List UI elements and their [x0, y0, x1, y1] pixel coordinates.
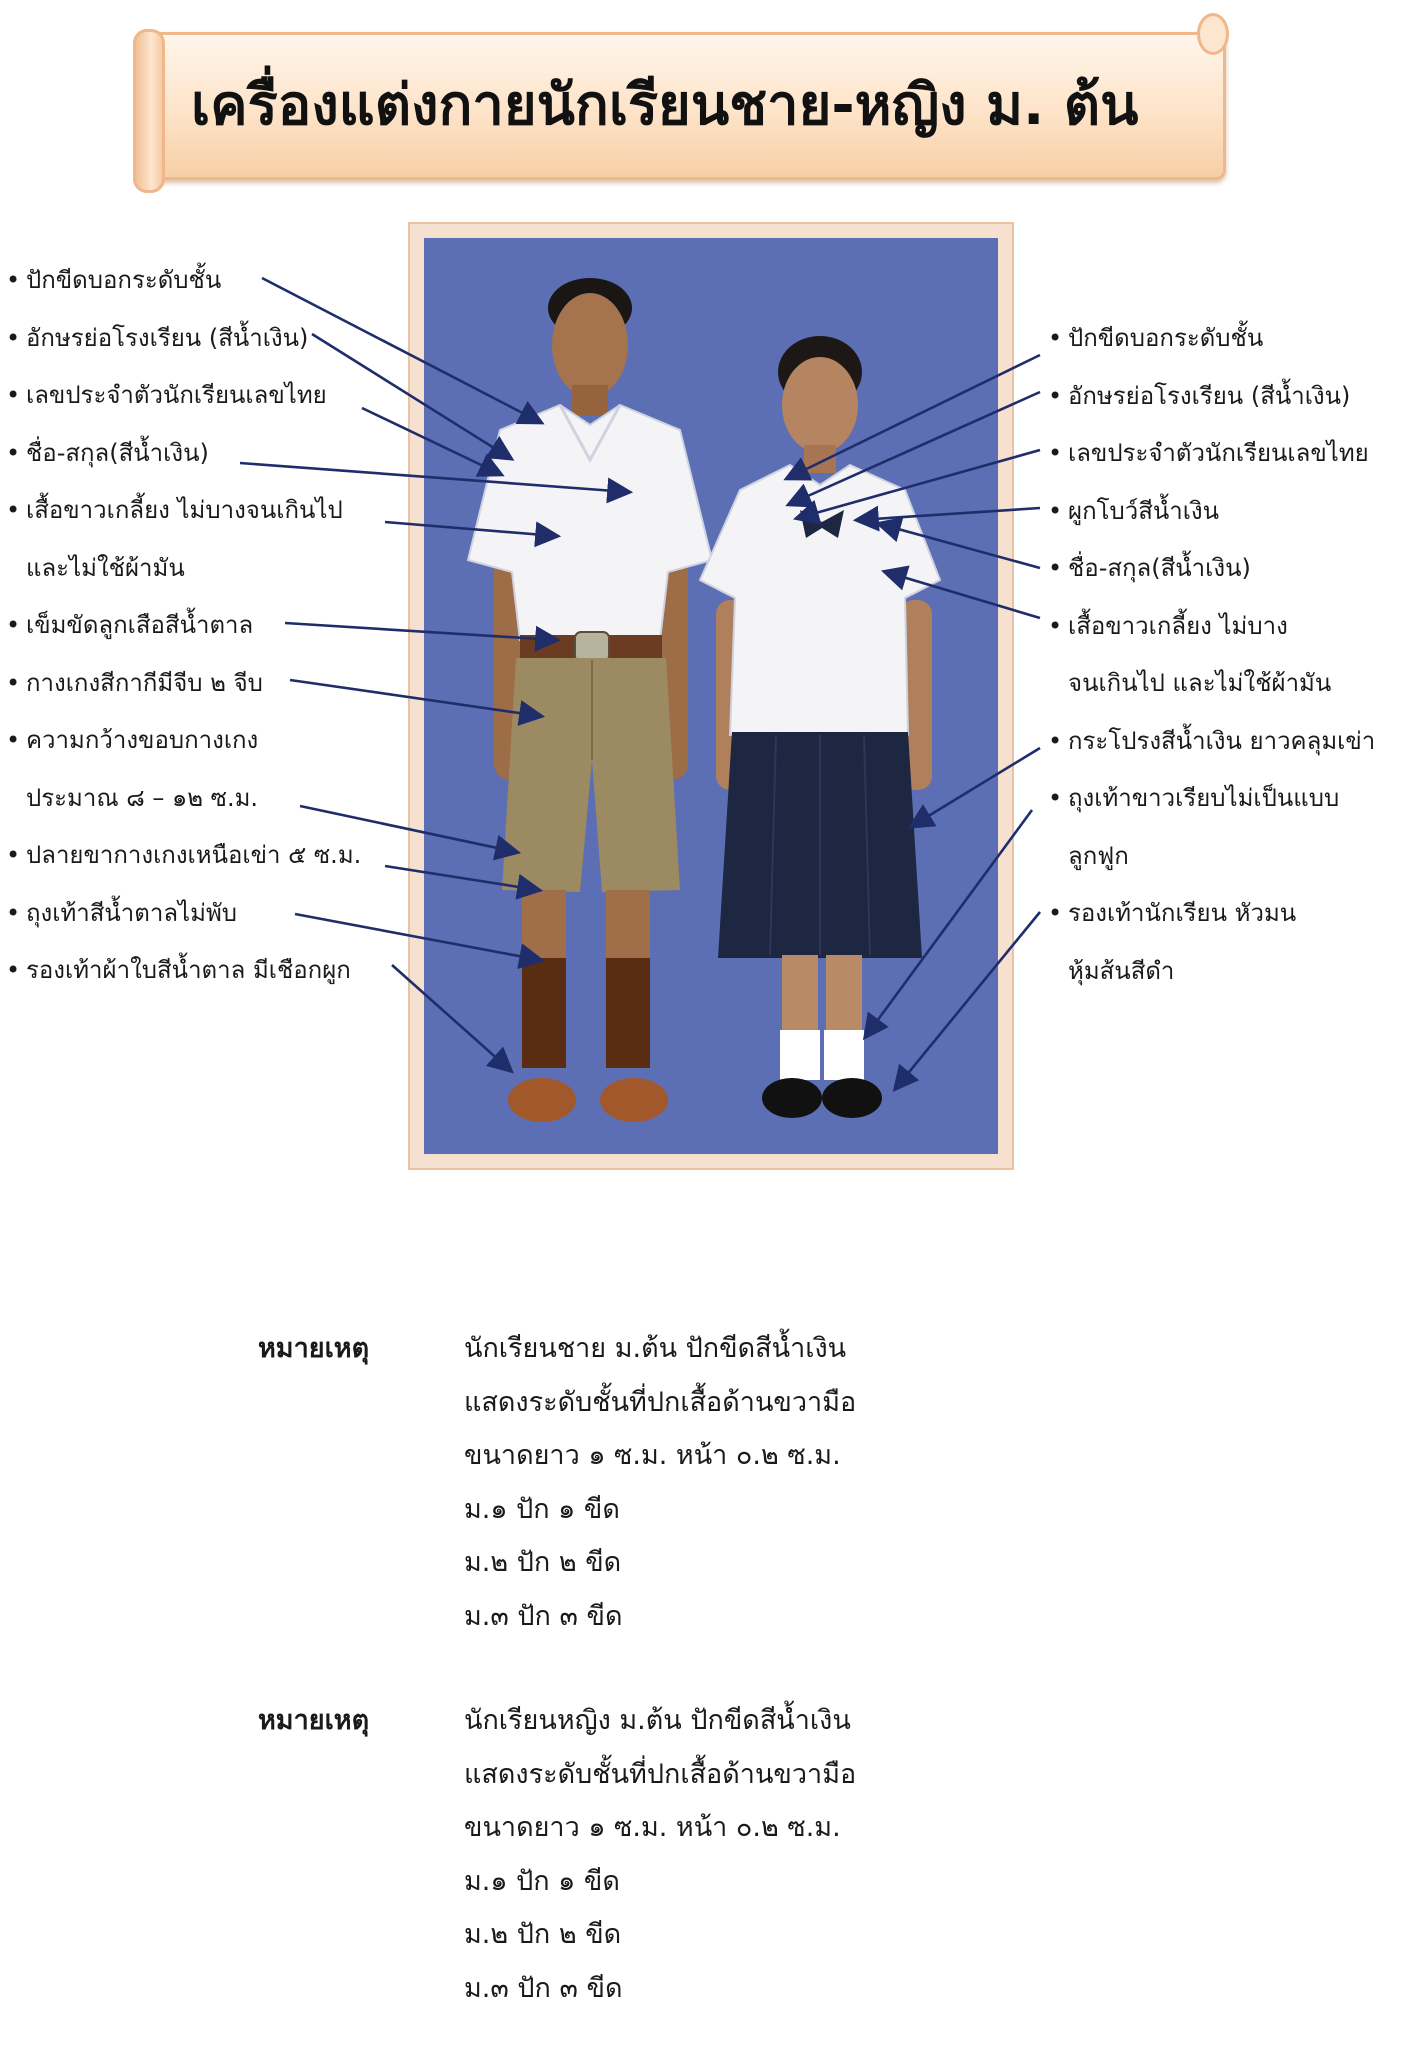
label-item [6, 252, 361, 310]
label-item [1048, 540, 1375, 598]
label-item [6, 425, 361, 483]
label-item-continued [1048, 655, 1375, 713]
bullet: • [1048, 324, 1063, 352]
label-text: เลขประจำตัวนักเรียนเลขไทย [26, 381, 327, 409]
label-text: เสื้อขาวเกลี้ยง ไม่บาง [1068, 611, 1288, 640]
label-text: ปลายขากางเกงเหนือเข่า ๕ ซ.ม. [26, 841, 362, 869]
note-line: ม.๓ ปัก ๓ ขีด [464, 1600, 623, 1632]
label-text: เลขประจำตัวนักเรียนเลขไทย [1068, 439, 1369, 467]
label-text: รองเท้านักเรียน หัวมน [1068, 899, 1297, 927]
boy-figure [468, 278, 712, 1122]
note-line: ม.๑ ปัก ๑ ขีด [464, 1493, 620, 1525]
bullet: • [6, 726, 21, 754]
bullet: • [1048, 726, 1063, 755]
bullet: • [1048, 899, 1063, 927]
bullet: • [1048, 611, 1063, 640]
label-item [6, 597, 361, 655]
label-item-continued [6, 770, 361, 828]
note-label: หมายเหตุ [258, 1333, 370, 1364]
label-item [6, 942, 361, 1000]
label-text: ชื่อ-สกุล(สีน้ำเงิน) [26, 438, 209, 467]
label-item [6, 367, 361, 425]
label-text: ถุงเท้าขาวเรียบไม่เป็นแบบ [1068, 784, 1340, 812]
note-lines [464, 1694, 856, 2015]
label-text: ปักขีดบอกระดับชั้น [26, 266, 222, 294]
bullet: • [6, 956, 21, 984]
label-item [6, 712, 361, 770]
note-lines [464, 1322, 856, 1643]
label-item [6, 655, 361, 713]
note-line: ม.๒ ปัก ๒ ขีด [464, 1919, 622, 1950]
label-item [6, 827, 361, 885]
girl-figure [700, 336, 940, 1118]
note-line: นักเรียนหญิง ม.ต้น ปักขีดสีน้ำเงิน [464, 1705, 851, 1736]
label-text: หุ้มส้นสีดำ [1068, 956, 1175, 985]
label-text: รองเท้าผ้าใบสีน้ำตาล มีเชือกผูก [26, 956, 351, 984]
bullet: • [6, 611, 21, 639]
label-text: ลูกฟูก [1068, 841, 1129, 870]
label-item [1048, 368, 1375, 426]
bullet: • [6, 438, 21, 467]
bullet: • [6, 323, 21, 352]
note-line: ม.๒ ปัก ๒ ขีด [464, 1547, 622, 1578]
bullet: • [6, 266, 21, 294]
note-label: หมายเหตุ [258, 1705, 370, 1736]
label-text: ชื่อ-สกุล(สีน้ำเงิน) [1068, 554, 1251, 582]
label-text: และไม่ใช้ผ้ามัน [26, 553, 185, 582]
label-item [1048, 885, 1375, 943]
label-text: กางเกงสีกากีมีจีบ ๒ จีบ [26, 668, 263, 697]
label-text: เข็มขัดลูกเสือสีน้ำตาล [26, 611, 254, 639]
label-text: ปักขีดบอกระดับชั้น [1068, 324, 1264, 352]
bullet: • [1048, 496, 1063, 525]
note-line: ม.๑ ปัก ๑ ขีด [464, 1865, 620, 1897]
label-text: กระโปรงสีน้ำเงิน ยาวคลุมเข่า [1068, 726, 1376, 755]
label-text: อักษรย่อโรงเรียน (สีน้ำเงิน) [26, 323, 309, 352]
note-line: นักเรียนชาย ม.ต้น ปักขีดสีน้ำเงิน [464, 1333, 847, 1364]
girl-uniform-labels [1048, 310, 1375, 1000]
label-text: ความกว้างขอบกางเกง [26, 726, 259, 754]
bullet: • [1048, 554, 1063, 582]
bullet: • [6, 841, 21, 869]
bullet: • [6, 496, 21, 524]
label-text: ประมาณ ๘ – ๑๒ ซ.ม. [26, 783, 259, 812]
label-item [1048, 483, 1375, 541]
label-item [1048, 770, 1375, 828]
label-text: จนเกินไป และไม่ใช้ผ้ามัน [1068, 669, 1332, 697]
note-line: แสดงระดับชั้นที่ปกเสื้อด้านขวามือ [464, 1386, 857, 1418]
label-item [1048, 310, 1375, 368]
label-item-continued [6, 540, 361, 598]
label-item [1048, 598, 1375, 656]
label-item [6, 885, 361, 943]
label-text: ถุงเท้าสีน้ำตาลไม่พับ [26, 898, 237, 927]
label-item [1048, 713, 1375, 771]
bullet: • [1048, 784, 1063, 812]
label-item [1048, 425, 1375, 483]
bullet: • [1048, 439, 1063, 467]
note-line: ขนาดยาว ๑ ซ.ม. หน้า ๐.๒ ซ.ม. [464, 1812, 841, 1843]
label-item-continued [1048, 943, 1375, 1001]
note-line: ม.๓ ปัก ๓ ขีด [464, 1972, 623, 2004]
note-line: ขนาดยาว ๑ ซ.ม. หน้า ๐.๒ ซ.ม. [464, 1440, 841, 1471]
label-text: เสื้อขาวเกลี้ยง ไม่บางจนเกินไป [26, 496, 343, 524]
bullet: • [6, 668, 21, 697]
bullet: • [6, 381, 21, 409]
bullet: • [1048, 381, 1063, 410]
label-item [6, 482, 361, 540]
page-title: เครื่องแต่งกายนักเรียนชาย-หญิง ม. ต้น [191, 73, 1139, 138]
boy-uniform-labels [6, 252, 361, 1000]
bullet: • [6, 898, 21, 927]
label-text: อักษรย่อโรงเรียน (สีน้ำเงิน) [1068, 381, 1351, 410]
note-line: แสดงระดับชั้นที่ปกเสื้อด้านขวามือ [464, 1758, 857, 1790]
label-item [6, 310, 361, 368]
label-text: ผูกโบว์สีน้ำเงิน [1068, 496, 1220, 525]
label-item-continued [1048, 828, 1375, 886]
